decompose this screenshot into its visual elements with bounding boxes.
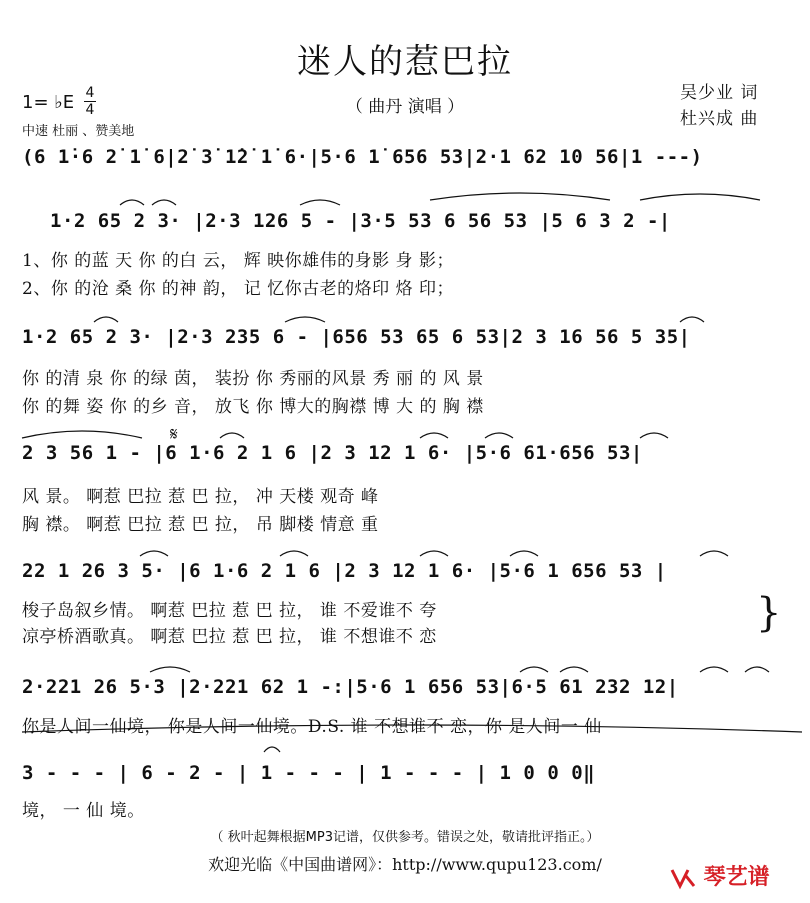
- lyricist-credit: 吴少业 词: [680, 83, 759, 103]
- tempo-and-singers: 中速 杜丽 、赞美地: [22, 124, 135, 139]
- performer-subtitle: （ 曲丹 演唱 ）: [345, 97, 465, 117]
- notation-row-4: 22 1 26 3 5· |6 1·6 2 1 6 |2 3 12 1 6· |5·6 1 656 53 |: [22, 560, 667, 582]
- notation-row-intro: (6 1̇·6 2̇ 1̇ 6|2̇ 3̇ 1̇2̇ 1̇ 6·|5·6 1̇ 656 53|2·1 62 10 56|1 ---): [22, 146, 703, 168]
- segno-sign: 𝄋: [170, 424, 178, 445]
- time-bottom: 4: [85, 102, 95, 118]
- lyric-row-1b: 2、你 的沧 桑 你 的神 韵， 记 忆你古老的烙印 烙 印；: [22, 279, 454, 299]
- notation-row-1: 1·2 65 2 3· |2·3 126 5 - |3·5 53 6 56 53 |5 6 3 2 -|: [50, 210, 671, 232]
- notation-row-6: 3 - - - | 6 - 2 - | 1 - - - | 1 - - - | 1 0 0 0‖: [22, 762, 596, 784]
- lyric-row-5: 你是人间一仙境， 你是人间一仙境。D.S. 谁 不想谁不 恋，你 是人间一 仙: [22, 717, 602, 737]
- site-logo: [668, 860, 770, 891]
- lyric-row-2a: 你 的清 泉 你 的绿 茵， 装扮 你 秀丽的风景 秀 丽 的 风 景: [22, 369, 484, 389]
- notation-row-2: 1·2 65 2 3· |2·3 235 6 - |656 53 65 6 53|2 3 16 56 5 35|: [22, 326, 691, 348]
- lyric-row-4b: 凉亭桥酒歌真。 啊惹 巴拉 惹 巴 拉， 谁 不想谁不 恋: [22, 627, 437, 647]
- song-title: 迷人的惹巴拉: [297, 42, 513, 82]
- notation-row-3: 2 3 56 1 - |6 1·6 2 1 6 |2 3 12 1 6· |5·6 61·656 53|: [22, 442, 643, 464]
- notation-row-5: 2·221 26 5·3 |2·221 62 1 -:|5·6 1 656 53|6·5 61 232 12|: [22, 676, 679, 698]
- composer-credit: 杜兴成 曲: [680, 109, 759, 129]
- key-signature: 1= ♭E: [22, 92, 75, 113]
- lyric-row-4a: 梭子岛叙乡情。 啊惹 巴拉 惹 巴 拉， 谁 不爱谁不 夸: [22, 601, 437, 621]
- lyric-row-3a: 风 景。 啊惹 巴拉 惹 巴 拉， 冲 天楼 观奇 峰: [22, 487, 379, 507]
- logo-mark-icon: [668, 866, 696, 890]
- lyric-row-1a: 1、你 的蓝 天 你 的白 云， 辉 映你雄伟的身影 身 影；: [22, 251, 454, 271]
- transcription-note: （ 秋叶起舞根据MP3记谱，仅供参考。错误之处，敬请批评指正。）: [210, 830, 600, 845]
- logo-text: 琴艺谱: [703, 865, 770, 890]
- lyric-row-2b: 你 的舞 姿 你 的乡 音， 放飞 你 博大的胸襟 博 大 的 胸 襟: [22, 397, 484, 417]
- lyric-row-3b: 胸 襟。 啊惹 巴拉 惹 巴 拉， 吊 脚楼 情意 重: [22, 515, 379, 535]
- site-footer: 欢迎光临《中国曲谱网》：http://www.qupu123.com/: [208, 855, 602, 874]
- lyric-row-6: 境， 一 仙 境。: [22, 801, 145, 821]
- verse-brace: }: [756, 590, 782, 636]
- time-top: 4: [85, 85, 95, 101]
